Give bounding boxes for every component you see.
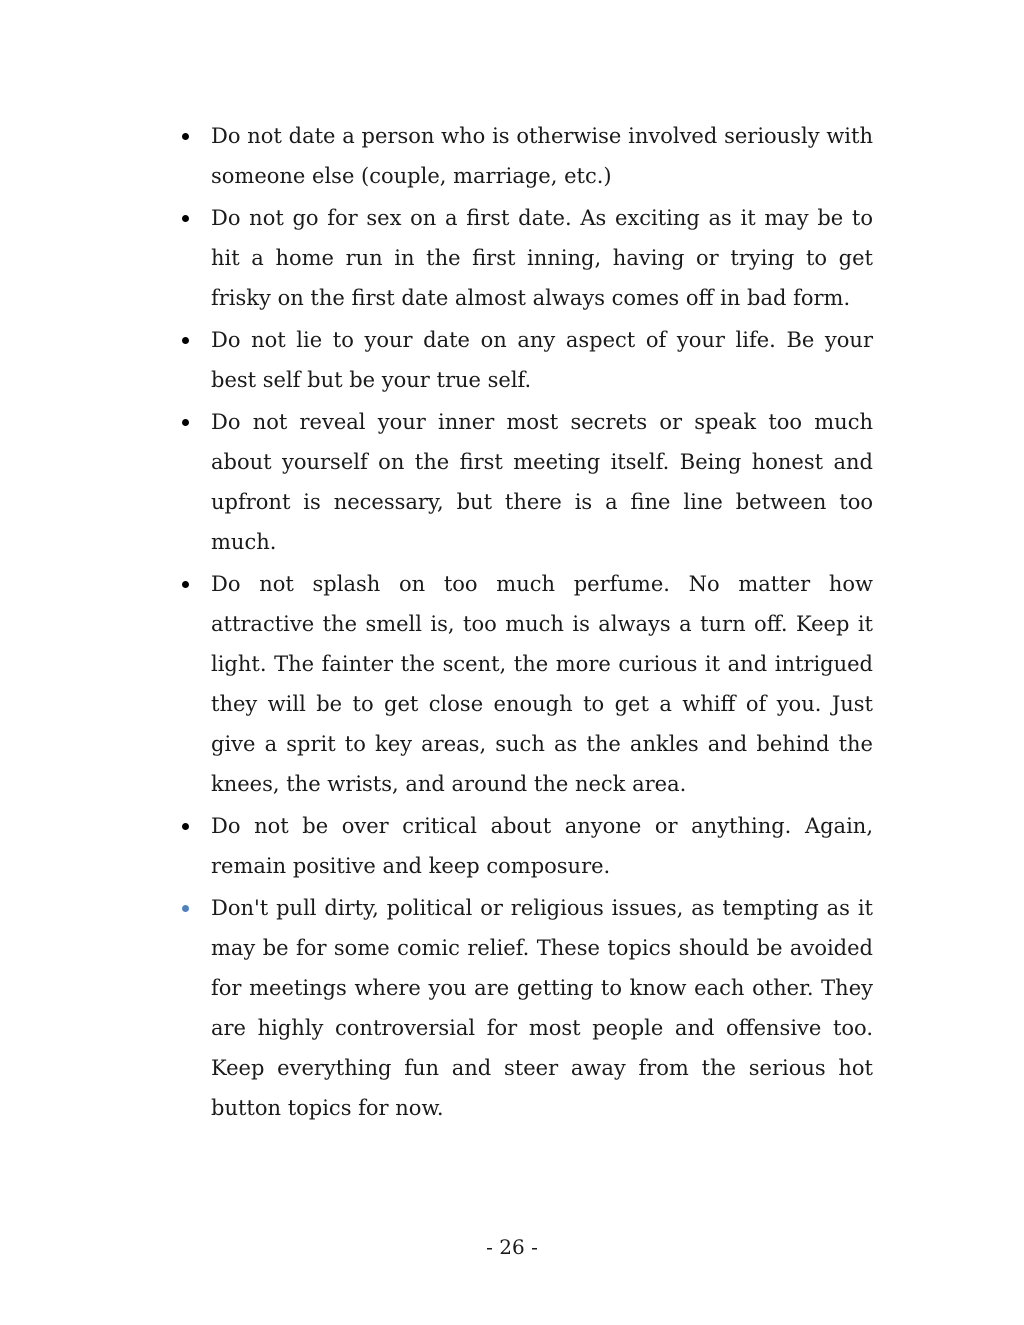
bullet-dot-icon	[182, 823, 189, 830]
bullet-item	[180, 116, 873, 196]
bullet-text: Do not lie to your date on any aspect of your life. Be your best self but be your true self.	[211, 328, 873, 392]
bullet-dot-icon	[182, 215, 189, 222]
bullet-item	[180, 198, 873, 318]
bullet-list	[180, 116, 873, 1130]
bullet-text: Do not be over critical about anyone or anything. Again, remain positive and keep composure.	[211, 814, 873, 878]
bullet-dot-icon	[182, 419, 189, 426]
bullet-text: Do not go for sex on a first date. As exciting as it may be to hit a home run in the first inning, having or trying to get frisky on the first date almost always comes off in bad form.	[211, 206, 873, 310]
bullet-item	[180, 806, 873, 886]
bullet-dot-icon	[182, 337, 189, 344]
bullet-text: Do not date a person who is otherwise involved seriously with someone else (couple, marriage, etc.)	[211, 124, 873, 188]
bullet-dot-icon	[182, 133, 189, 140]
bullet-item	[180, 320, 873, 400]
page-number: - 26 -	[486, 1235, 538, 1259]
bullet-text: Do not splash on too much perfume. No matter how attractive the smell is, too much is always a turn off. Keep it light. The fainter the scent, the more curious it and intrigued they will be to get close enough to get a whiff of you. Just give a sprit to key areas, such as the ankles and behind the knees, the wrists, and around the neck area.	[211, 572, 873, 796]
bullet-item	[180, 402, 873, 562]
bullet-item	[180, 564, 873, 804]
bullet-dot-icon	[182, 581, 189, 588]
bullet-text: Don't pull dirty, political or religious issues, as tempting as it may be for some comic relief. These topics should be avoided for meetings where you are getting to know each other. They are highly controversial for most people and offensive too. Keep everything fun and steer away from the serious hot button topics for now.	[211, 896, 873, 1120]
bullet-dot-icon	[182, 905, 189, 912]
bullet-item	[180, 888, 873, 1128]
bullet-text: Do not reveal your inner most secrets or speak too much about yourself on the first meeting itself. Being honest and upfront is necessary, but there is a fine line between too much.	[211, 410, 873, 554]
